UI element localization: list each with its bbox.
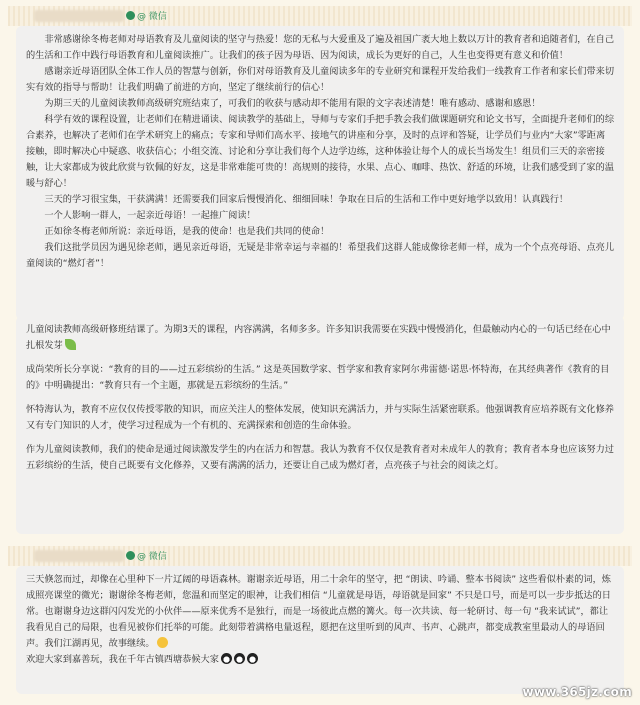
paragraph: 儿童阅读教师高级研修班结课了。为期3天的课程，内容满满，名师多多。许多知识我需要在实践中慢慢消化，但最触动内心的一句话已经在心中扎根发芽 [26,324,611,351]
paragraph: 非常感谢徐冬梅老师对母语教育及儿童阅读的坚守与热爱！您的无私与大爱重及了遍及祖国广袤大地上数以万计的教育者和追随者们，在自己的生活和工作中践行母语教育和儿童阅读推广。让我们的孩子因为母语、因为阅读，成长为更好的自己，人生也变得更有意义和价值！ [26,34,615,61]
source-text: @ 微信 [137,552,167,562]
paragraph: 三天倏忽而过，却像在心里种下一片辽阔的母语森林。谢谢亲近母语，用二十余年的坚守，把 “朗读、吟诵、整本书阅读” 这些看似朴素的词，炼成照亮课堂的微光；谢谢徐冬梅老师，您温和而坚定的眼神，让我们相信 “儿童就是母语，母语就是回家” 不只是口号，而是可以一步步抵达的日常。也谢谢身边这群闪闪发光的小伙伴——原来优秀不是独行，而是一场彼此点燃的篝火。每一次共读、每一轮研讨、每一句 “我来试试”，都让我看见自己的局限，也看见被你们托举的可能。此刻带着满格电量返程，愿把在这里听到的风声、书声、心跳声，都变成教室里最动人的母语回声。我们江湖再见，故事继续。 [26,574,611,649]
message-bubble-2 [16,316,624,534]
paragraph: 三天的学习很宝集，干获满满！还需要我们回家后慢慢消化、细细回味！争取在日后的生活和工作中更好地学以致用！认真践行！ [44,194,569,205]
penguin-icon [221,653,232,664]
source-text: @ 微信 [137,12,167,22]
message-card-2 [8,316,632,534]
sender-header-3 [8,546,632,566]
sender-header-1 [8,6,632,26]
paragraph-with-emoji [26,652,614,668]
message-card-3 [8,546,632,694]
paragraph: 为期三天的儿童阅读教师高级研究班结束了，可我们的收获与感动却不能用有限的文字表述清楚！唯有感动、感谢和感恩！ [44,98,541,109]
message-bubble-3 [16,566,624,694]
paragraph: 怀特海认为，教育不应仅仅传授零散的知识，而应关注人的整体发展，使知识充满活力，并与实际生活紧密联系。他强调教育应培养既有文化修养又有专门知识的人才，使学习过程成为一个有机的、充满探索和创造的生命体验。 [26,404,614,431]
sprout-icon [65,339,76,350]
paragraph: 作为儿童阅读教师，我们的使命是通过阅读激发学生的内在活力和智慧。我认为教育不仅仅是教育者对未成年人的教育；教育者本身也应该努力过五彩缤纷的生活，使自己既要有文化修养，又要有满满的活力，还要让自己成为燃灯者，点亮孩子与社会的阅读之灯。 [26,444,614,471]
site-watermark: www.365jz.com [522,685,632,699]
paragraph: 成尚荣所长分享说：“教育的目的——过五彩缤纷的生活。” 这是英国数学家、哲学家和教育家阿尔弗雷德·诺思·怀特海，在其经典著作《教育的目的》中明确提出：“教育只有一个主题，那就是五彩缤纷的生活。” [26,364,610,391]
paragraph: 科学有效的课程设置，让老师们在精进诵读、阅读教学的基础上，导师与专家们手把手教会我们做课题研究和论文书写，全面提升老师们的综合素养，也解决了老师们在学术研究上的痛点；专家和导师们高水平、接地气的讲座和分享，及时的点评和答疑，让学员们与业内“大家”零距离接触，即时解决心中疑惑、收获信心；小组交流、讨论和分享让我们每个人边学边练，这种体验让每个人的成长当场发生！组员们三天的亲密接触，让大家都成为彼此欣赏与钦佩的好友，这是非常难能可贵的！高规则的接待，水果、点心、咖啡、热饮、舒适的环境，让我们感受到了家的温暖与舒心！ [26,114,615,189]
paragraph-with-emoji [26,322,614,354]
smile-icon [157,637,168,648]
wechat-icon [126,551,135,560]
blurred-sender-name [34,10,124,22]
source-label [126,549,167,562]
wechat-icon [126,11,135,20]
penguin-icon [234,653,245,664]
paragraph: 感谢亲近母语团队全体工作人员的智慧与创新，你们对母语教育及儿童阅读多年的专业研究和课程开发给我们一线教育工作者和家长们带来切实有效的指导与帮助！让我们明确了前进的方向，坚定了继续前行的信心！ [26,66,615,93]
source-label [126,9,167,22]
blurred-sender-name [34,550,124,562]
message-bubble-1 [16,26,624,320]
message-card-1 [8,6,632,320]
paragraph: 欢迎大家到嘉善玩，我在千年古镇西塘恭候大家 [26,654,219,665]
paragraph: 我们这批学员因为遇见徐老师，遇见亲近母语，无疑是非常幸运与幸福的！希望我们这群人能成像徐老师一样，成为一个个点亮母语、点亮儿童阅读的“燃灯者”！ [26,242,615,269]
paragraph-with-emoji [26,572,614,652]
paragraph: 一个人影响一群人，一起亲近母语！一起推广阅读！ [44,210,256,221]
penguin-icon [247,653,258,664]
paragraph: 正如徐冬梅老师所说：亲近母语，是我的使命！也是我们共同的使命！ [44,226,330,237]
